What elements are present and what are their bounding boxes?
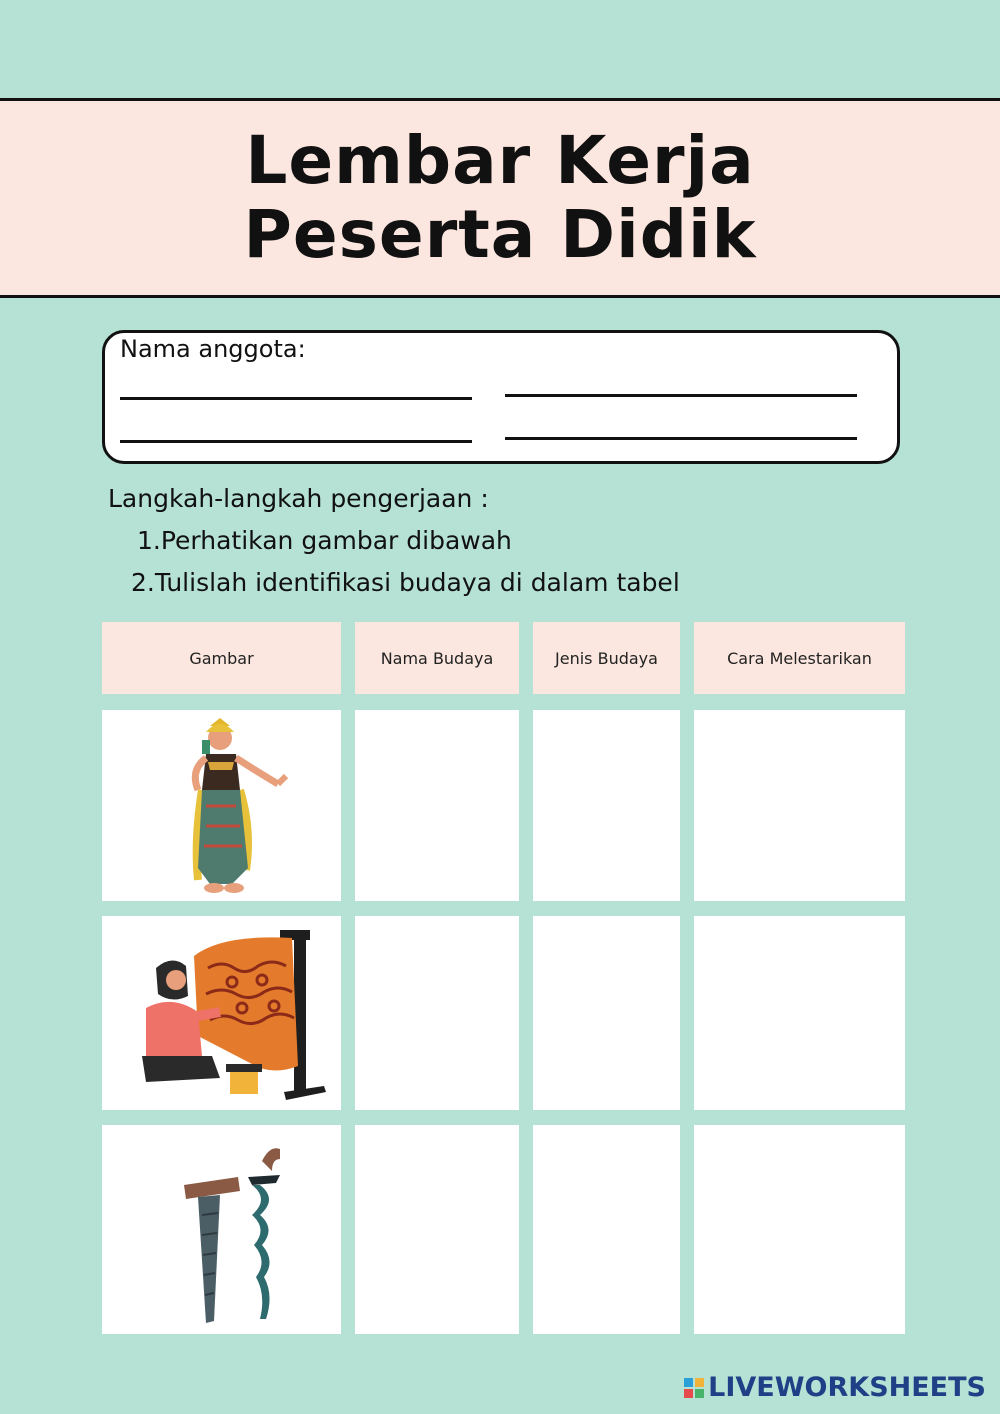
name-line-2[interactable] bbox=[505, 394, 857, 397]
name-line-3[interactable] bbox=[120, 440, 472, 443]
row-1-jenis-budaya[interactable] bbox=[533, 710, 680, 901]
step-1 bbox=[137, 526, 512, 555]
name-line-1[interactable] bbox=[120, 397, 472, 400]
liveworksheets-logo bbox=[684, 1372, 986, 1403]
header-gambar: Gambar bbox=[102, 622, 341, 694]
image-cell-dancer bbox=[102, 710, 341, 901]
member-names-box bbox=[102, 330, 900, 464]
instructions-title: Langkah-langkah pengerjaan : bbox=[108, 484, 489, 513]
name-line-4[interactable] bbox=[505, 437, 857, 440]
step-2 bbox=[131, 568, 680, 597]
row-1-cara-melestarikan[interactable] bbox=[694, 710, 905, 901]
title-line-1: Lembar Kerja bbox=[245, 122, 755, 199]
member-names-label: Nama anggota: bbox=[120, 335, 306, 363]
title-line-2: Peserta Didik bbox=[243, 196, 757, 273]
row-2-cara-melestarikan[interactable] bbox=[694, 916, 905, 1110]
title-banner bbox=[0, 98, 1000, 298]
traditional-dancer-illustration bbox=[102, 710, 341, 901]
logo-text: LIVEWORKSHEETS bbox=[708, 1372, 986, 1403]
image-cell-batik bbox=[102, 916, 341, 1110]
header-jenis-budaya: Jenis Budaya bbox=[533, 622, 680, 694]
step-1-text: Perhatikan gambar dibawah bbox=[160, 526, 512, 555]
batik-maker-illustration bbox=[102, 916, 341, 1110]
row-3-cara-melestarikan[interactable] bbox=[694, 1125, 905, 1334]
row-2-jenis-budaya[interactable] bbox=[533, 916, 680, 1110]
row-3-nama-budaya[interactable] bbox=[355, 1125, 519, 1334]
step-1-number: 1. bbox=[137, 526, 161, 555]
step-2-number: 2. bbox=[131, 568, 155, 597]
row-3-jenis-budaya[interactable] bbox=[533, 1125, 680, 1334]
image-cell-keris bbox=[102, 1125, 341, 1334]
row-1-nama-budaya[interactable] bbox=[355, 710, 519, 901]
step-2-text: Tulislah identifikasi budaya di dalam tabel bbox=[154, 568, 680, 597]
logo-squares-icon bbox=[684, 1378, 704, 1398]
header-nama-budaya: Nama Budaya bbox=[355, 622, 519, 694]
keris-illustration bbox=[102, 1125, 341, 1334]
header-cara-melestarikan: Cara Melestarikan bbox=[694, 622, 905, 694]
row-2-nama-budaya[interactable] bbox=[355, 916, 519, 1110]
